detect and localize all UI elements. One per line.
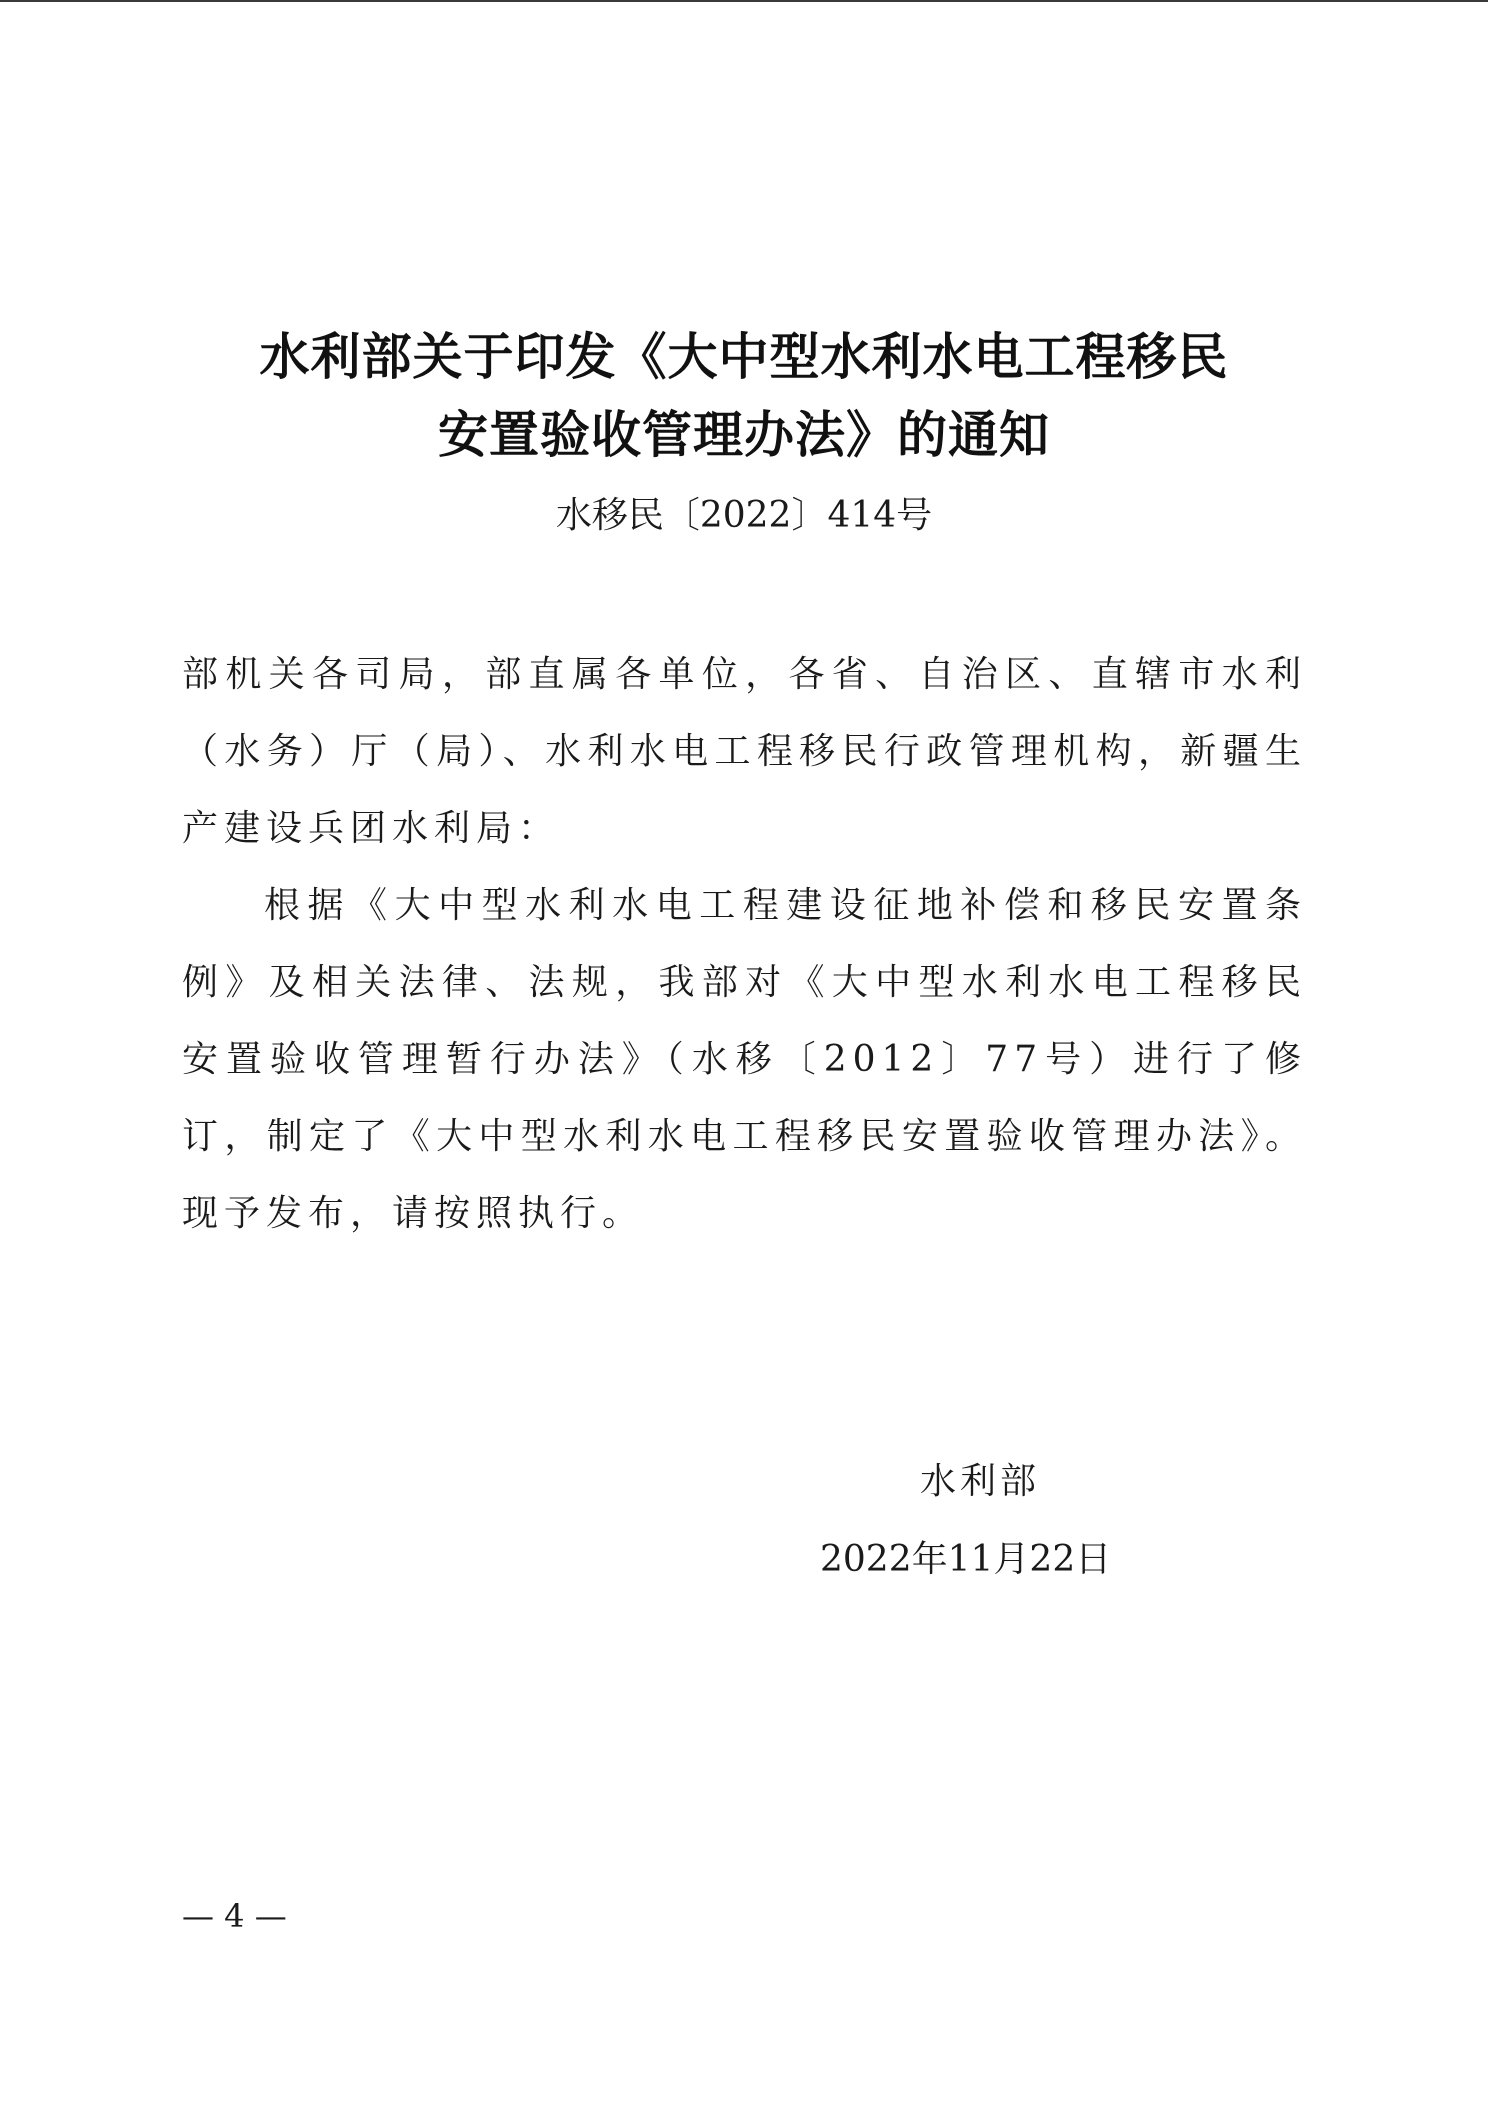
issuer-signature: 水利部 — [920, 1461, 1041, 1502]
document-number: 水移民〔2022〕414号 — [555, 495, 933, 536]
page-number: — 4 — — [182, 1897, 287, 1935]
document-body — [182, 636, 1307, 1252]
document-title — [0, 318, 1488, 474]
page-top-border — [0, 0, 1488, 2]
title-line-1: 水利部关于印发《大中型水利水电工程移民 — [259, 328, 1229, 386]
issue-date: 2022年11月22日 — [820, 1539, 1112, 1580]
title-line-2: 安置验收管理办法》的通知 — [438, 406, 1050, 464]
addressees-paragraph: 部机关各司局，部直属各单位，各省、自治区、直辖市水利（水务）厅（局）、水利水电工程移民行政管理机构，新疆生产建设兵团水利局： — [182, 654, 1307, 849]
main-paragraph: 根据《大中型水利水电工程建设征地补偿和移民安置条例》及相关法律、法规，我部对《大中型水利水电工程移民安置验收管理暂行办法》（水移〔2012〕77号）进行了修订，制定了《大中型水利水电工程移民安置验收管理办法》。现予发布，请按照执行。 — [182, 885, 1307, 1234]
